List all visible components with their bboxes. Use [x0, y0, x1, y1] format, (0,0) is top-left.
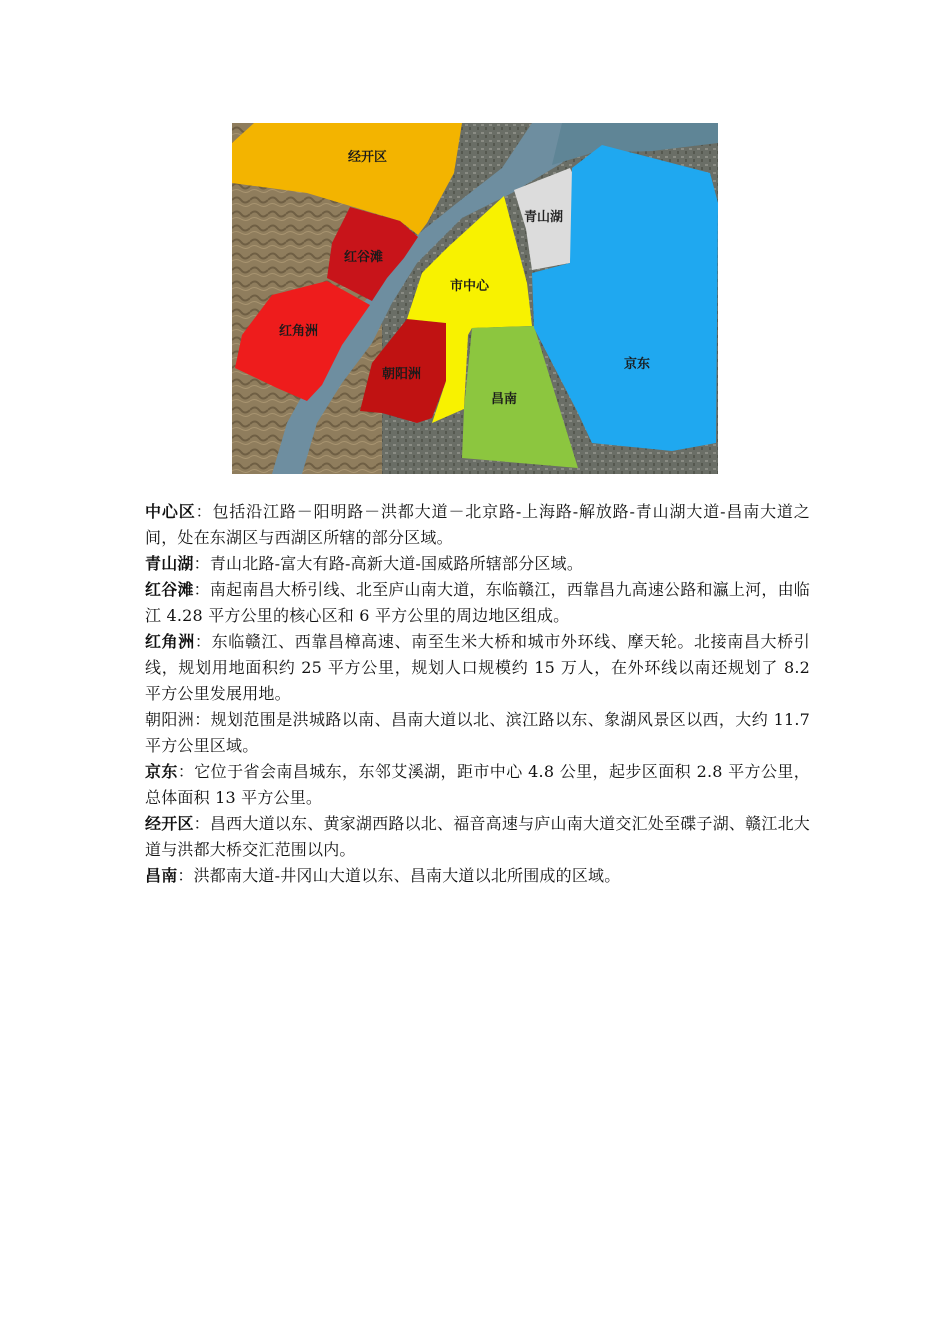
label-jingkaiqu: 经开区 [348, 150, 388, 165]
term-chaoyangzhou: 朝阳洲 [145, 710, 195, 729]
separator: ： [193, 580, 210, 599]
label-changnan: 昌南 [491, 392, 518, 407]
description-chaoyangzhou: 规划范围是洪城路以南、昌南大道以北、滨江路以东、象湖风景区以西，大约 11.7 平方公里区域。 [145, 710, 811, 755]
description-jingkaiqu: 昌西大道以东、黄家湖西路以北、福音高速与庐山南大道交汇处至碟子湖、赣江北大道与洪都大桥交汇范围以内。 [145, 814, 811, 859]
paragraph-jingdong [145, 759, 810, 811]
paragraph-jingkaiqu [145, 811, 810, 863]
term-honggutan: 红谷滩 [145, 580, 194, 599]
paragraph-chaoyangzhou [145, 707, 810, 759]
term-zhongxinqu: 中心区 [145, 502, 196, 521]
paragraph-qingshanhu [145, 551, 810, 577]
separator: ： [177, 762, 195, 781]
description-jingdong: 它位于省会南昌城东，东邻艾溪湖，距市中心 4.8 公里，起步区面积 2.8 平方公里，总体面积 13 平方公里。 [145, 762, 810, 807]
term-qingshanhu: 青山湖 [145, 554, 194, 573]
paragraph-zhongxinqu [145, 499, 810, 551]
label-jingdong: 京东 [624, 357, 651, 372]
separator: ： [193, 554, 210, 573]
paragraph-honggutan [145, 577, 810, 629]
description-changnan: 洪都南大道-井冈山大道以东、昌南大道以北所围成的区域。 [193, 866, 621, 885]
separator: ： [194, 710, 211, 729]
description-honggutan: 南起南昌大桥引线、北至庐山南大道，东临赣江，西靠昌九高速公路和瀛上河，由临江 4.28 平方公里的核心区和 6 平方公里的周边地区组成。 [145, 580, 811, 625]
term-jingkaiqu: 经开区 [145, 814, 194, 833]
separator: ： [195, 502, 213, 521]
separator: ： [193, 814, 210, 833]
district-map [232, 123, 718, 474]
district-descriptions [145, 499, 810, 889]
label-hongjiaozhou: 红角洲 [279, 324, 319, 339]
separator: ： [194, 632, 212, 651]
paragraph-changnan [145, 863, 810, 889]
label-shizhongxin: 市中心 [450, 279, 490, 294]
label-chaoyangzhou: 朝阳洲 [382, 367, 422, 382]
term-changnan: 昌南 [145, 866, 178, 885]
district-map-image [232, 123, 718, 474]
term-jingdong: 京东 [145, 762, 178, 781]
label-qingshanhu: 青山湖 [524, 210, 564, 225]
description-qingshanhu: 青山北路-富大有路-高新大道-国威路所辖部分区域。 [209, 554, 584, 573]
description-zhongxinqu: 包括沿江路－阳明路－洪都大道－北京路-上海路-解放路-青山湖大道-昌南大道之间，处在东湖区与西湖区所辖的部分区域。 [145, 502, 810, 547]
description-hongjiaozhou: 东临赣江、西靠昌樟高速、南至生米大桥和城市外环线、摩天轮。北接南昌大桥引线，规划用地面积约 25 平方公里，规划人口规模约 15 万人，在外环线以南还规划了 8.2 平方公里发展用地。 [145, 632, 811, 703]
paragraph-hongjiaozhou [145, 629, 810, 707]
label-honggutan: 红谷滩 [344, 250, 384, 265]
term-hongjiaozhou: 红角洲 [145, 632, 195, 651]
separator: ： [177, 866, 194, 885]
